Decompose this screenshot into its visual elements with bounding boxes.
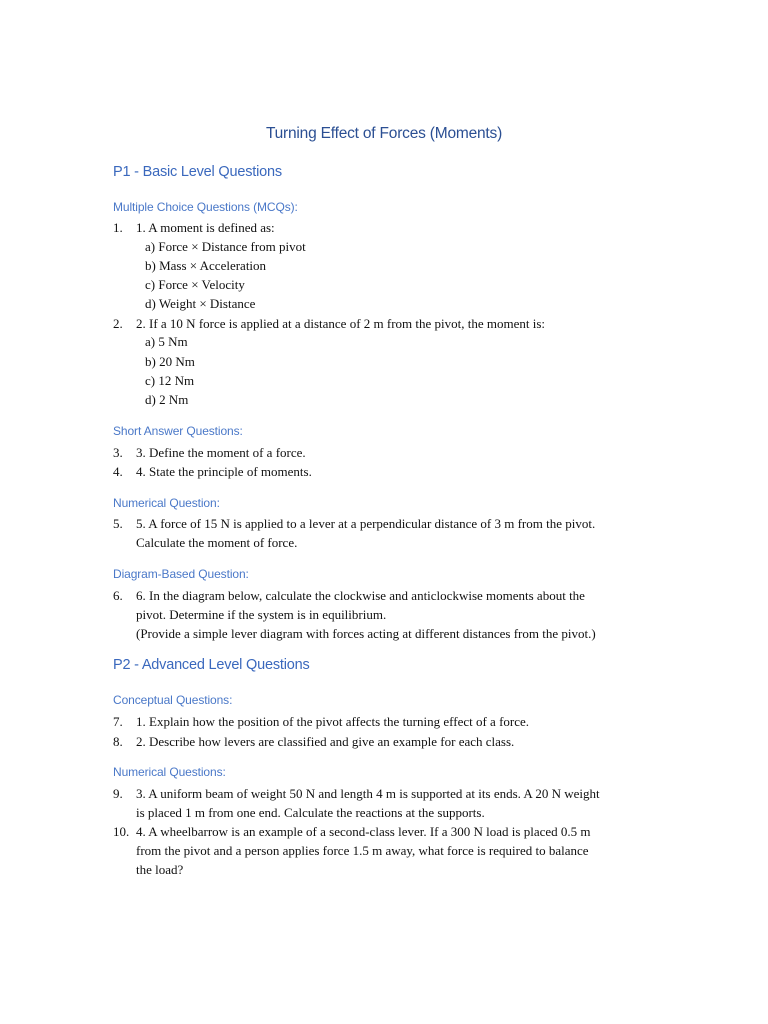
option-a: a) Force × Distance from pivot — [145, 239, 306, 254]
question-text-line-1: 5. A force of 15 N is applied to a lever at a perpendicular distance of 3 m from the pivot. — [136, 516, 596, 531]
option-d: d) Weight × Distance — [145, 296, 256, 311]
document-title: Turning Effect of Forces (Moments) — [265, 125, 503, 142]
question-number: 4. — [113, 464, 123, 479]
option-b: b) 20 Nm — [145, 354, 195, 369]
numerical-questions-heading: Numerical Questions: — [113, 765, 226, 779]
question-text-line-2: Calculate the moment of force. — [136, 535, 298, 550]
question-number: 9. — [113, 786, 123, 801]
question-number: 10. — [113, 824, 130, 839]
short-answer-heading: Short Answer Questions: — [113, 424, 243, 438]
question-text-line-3: (Provide a simple lever diagram with forces acting at different distances from the pivot.) — [136, 626, 596, 641]
question-number: 2. — [113, 316, 123, 331]
option-d: d) 2 Nm — [145, 392, 189, 407]
question-number: 1. — [113, 220, 123, 235]
option-a: a) 5 Nm — [145, 334, 188, 349]
question-text-line-1: 4. A wheelbarrow is an example of a second-class lever. If a 300 N load is placed 0.5 m — [136, 824, 591, 839]
question-text: 1. Explain how the position of the pivot affects the turning effect of a force. — [136, 714, 530, 729]
question-text-line-2: is placed 1 m from one end. Calculate the reactions at the supports. — [136, 805, 485, 820]
question-text-line-1: 6. In the diagram below, calculate the clockwise and anticlockwise moments about the — [136, 588, 585, 603]
question-text-line-2: pivot. Determine if the system is in equilibrium. — [136, 607, 387, 622]
question-text: 1. A moment is defined as: — [136, 220, 275, 235]
question-text-line-2: from the pivot and a person applies force 1.5 m away, what force is required to balance — [136, 843, 589, 858]
question-text: 3. Define the moment of a force. — [136, 445, 306, 460]
mcq-heading: Multiple Choice Questions (MCQs): — [113, 200, 298, 214]
question-text: 4. State the principle of moments. — [136, 464, 312, 479]
question-text: 2. Describe how levers are classified and give an example for each class. — [136, 734, 515, 749]
conceptual-heading: Conceptual Questions: — [113, 693, 233, 707]
question-number: 3. — [113, 445, 123, 460]
question-number: 8. — [113, 734, 123, 749]
option-c: c) Force × Velocity — [145, 277, 245, 292]
p2-heading: P2 - Advanced Level Questions — [113, 657, 310, 673]
option-c: c) 12 Nm — [145, 373, 195, 388]
question-number: 7. — [113, 714, 123, 729]
question-text-line-1: 3. A uniform beam of weight 50 N and length 4 m is supported at its ends. A 20 N weight — [136, 786, 600, 801]
p1-heading: P1 - Basic Level Questions — [113, 164, 282, 180]
question-text: 2. If a 10 N force is applied at a distance of 2 m from the pivot, the moment is: — [136, 316, 546, 331]
diagram-question-heading: Diagram-Based Question: — [113, 567, 249, 581]
question-number: 5. — [113, 516, 123, 531]
question-number: 6. — [113, 588, 123, 603]
question-text-line-3: the load? — [136, 862, 184, 877]
numerical-question-heading: Numerical Question: — [113, 496, 220, 510]
option-b: b) Mass × Acceleration — [145, 258, 267, 273]
